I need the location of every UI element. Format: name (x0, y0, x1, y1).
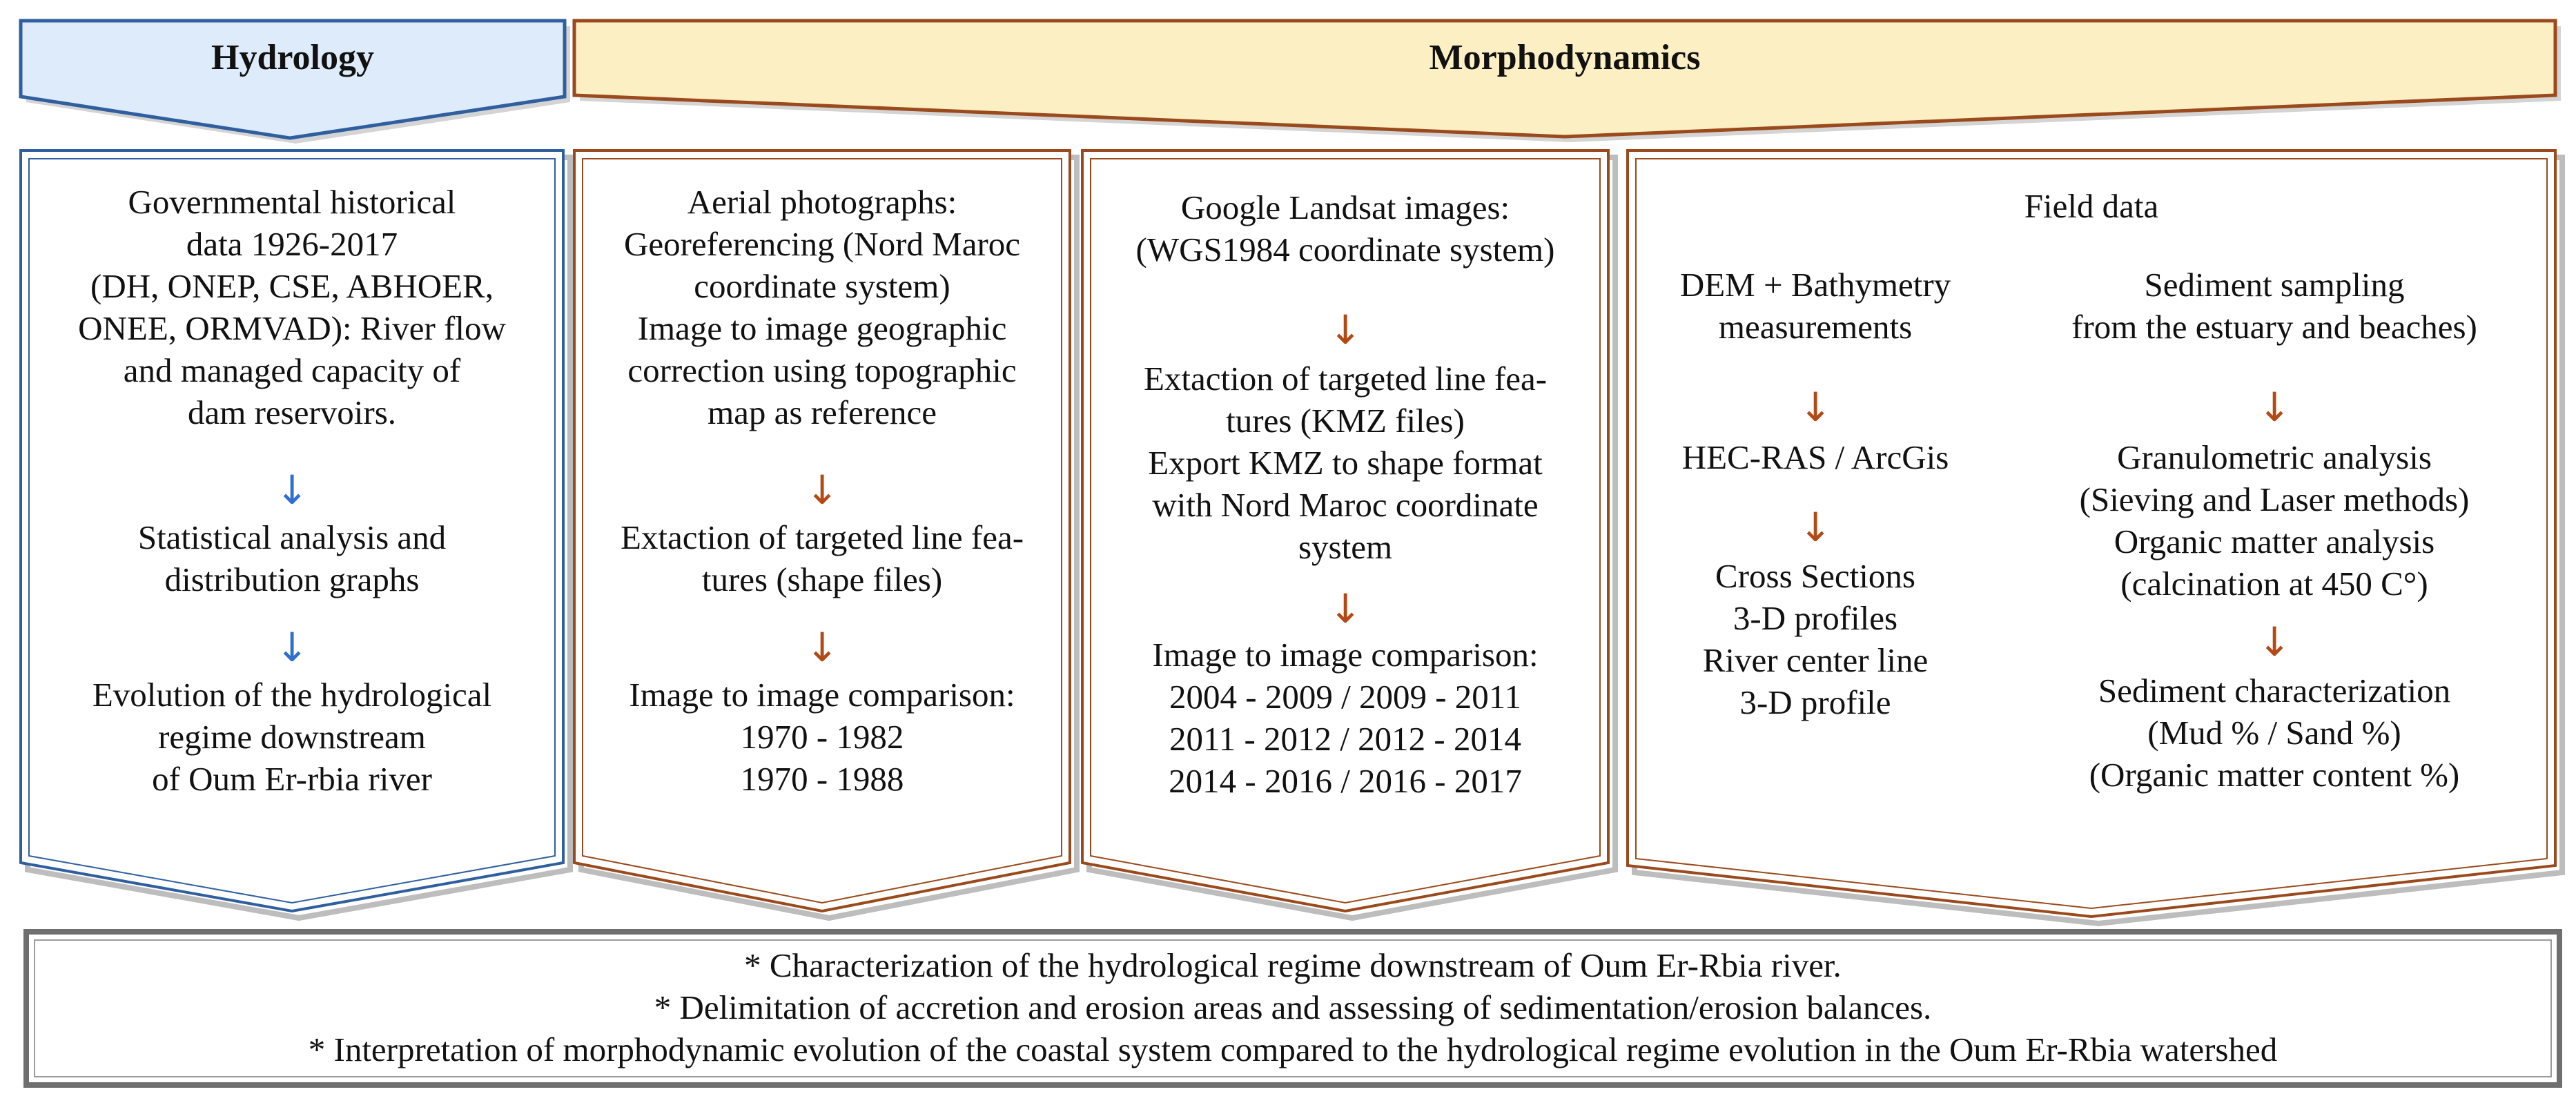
field-sediment-block-analysis: Granulometric analysis (Sieving and Laser methods) Organic matter analysis (calcination at 450 C°) (2079, 438, 2470, 603)
field-dem-down-arrow-icon-1: ↓ (1798, 384, 1833, 431)
aerial-down-arrow-icon-1: ↓ (805, 467, 839, 514)
field-sediment-down-arrow-icon-2: ↓ (2257, 618, 2292, 665)
field-sediment-down-arrow-icon-1: ↓ (2257, 384, 2292, 431)
morphodynamics-header: Morphodynamics (1429, 38, 1701, 77)
hydrology-block-evolution: Evolution of the hydrological regime downstream of Oum Er-rbia river (92, 676, 492, 798)
landsat-down-arrow-icon-2: ↓ (1328, 585, 1363, 632)
field-dem-down-arrow-icon-2: ↓ (1798, 504, 1833, 551)
aerial-block-comparison: Image to image comparison: 1970 - 1982 1970 - 1988 (629, 676, 1015, 798)
conclusion-item: * Interpretation of morphodynamic evolution of the coastal system compared to the hydrological regime evolution in the Oum Er-Rbia watershed (308, 1030, 2278, 1068)
landsat-block-comparison: Image to image comparison: 2004 - 2009 / 2009 - 2011 2011 - 2012 / 2012 - 2014 2014 - 2016 / 2016 - 2017 (1152, 636, 1539, 800)
hydrology-down-arrow-icon-1: ↓ (275, 467, 309, 514)
conclusion-item: * Delimitation of accretion and erosion areas and assessing of sedimentation/erosion balances. (654, 988, 1932, 1026)
aerial-down-arrow-icon-2: ↓ (805, 624, 839, 671)
aerial-block-extraction: Extaction of targeted line fea- tures (shape files) (620, 518, 1024, 598)
conclusion-text (35, 944, 2551, 1071)
field-dem-block-measurements: DEM + Bathymetry measurements (1679, 266, 1951, 346)
field-dem-block-profiles: Cross Sections 3-D profiles River center line 3-D profile (1702, 557, 1929, 721)
aerial-block-georeferencing: Aerial photographs: Georeferencing (Nord Maroc coordinate system) Image to image geographic correction using topographic map as reference (623, 183, 1021, 431)
conclusion-item: * Characterization of the hydrological regime downstream of Oum Er-Rbia river. (744, 946, 1842, 984)
landsat-down-arrow-icon-1: ↓ (1328, 306, 1363, 353)
hydrology-block-statistics: Statistical analysis and distribution graphs (137, 518, 447, 598)
field-sediment-block-characterization: Sediment characterization (Mud % / Sand %) (Organic matter content %) (2089, 672, 2460, 794)
field-sediment-block-sampling: Sediment sampling from the estuary and beaches) (2071, 266, 2477, 346)
hydrology-block-data-sources: Governmental historical data 1926-2017 (DH, ONEP, CSE, ABHOER, ONEE, ORMVAD): River flow and managed capacity of dam reservoirs. (78, 183, 506, 431)
landsat-block-extraction: Extaction of targeted line fea- tures (KMZ files) Export KMZ to shape format with Nord Maroc coordinate system (1143, 360, 1548, 566)
field-data-title: Field data (2024, 187, 2159, 225)
landsat-block-images: Google Landsat images: (WGS1984 coordinate system) (1135, 188, 1555, 268)
field-dem-block-software: HEC-RAS / ArcGis (1681, 438, 1949, 476)
hydrology-header: Hydrology (211, 38, 374, 77)
hydrology-down-arrow-icon-2: ↓ (275, 624, 309, 671)
